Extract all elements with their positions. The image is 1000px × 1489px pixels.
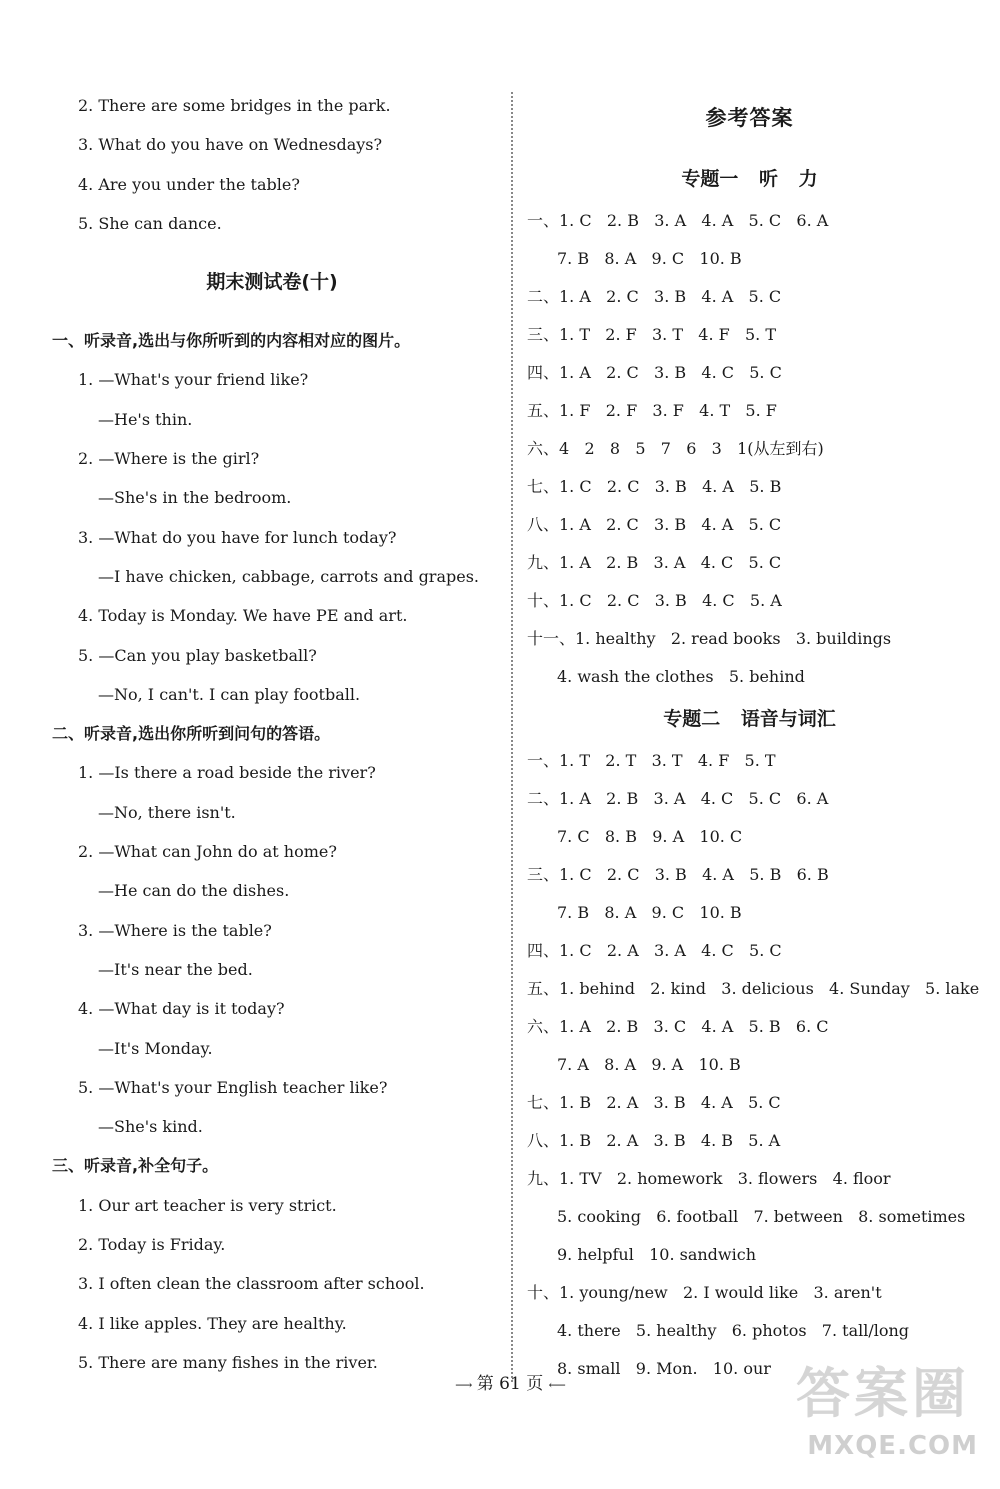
section-2-items [52, 753, 492, 1146]
answer-line: 8. small 9. Mon. 10. our [557, 1359, 771, 1378]
answer-line: 十、1. young/new 2. I would like 3. aren't [527, 1283, 882, 1302]
watermark-site: MXQE.COM [807, 1431, 978, 1461]
transcript-line: —It's near the bed. [98, 959, 253, 979]
answer-line: 二、1. A 2. C 3. B 4. A 5. C [527, 287, 782, 306]
section-2-title: 二、听录音,选出你所听到问句的答语。 [52, 724, 331, 744]
answer-line: 九、1. A 2. B 3. A 4. C 5. C [527, 553, 782, 572]
transcript-line: 5. —Can you play basketball? [78, 645, 317, 665]
answer-line: 4. there 5. healthy 6. photos 7. tall/long [557, 1321, 910, 1340]
answer-line: 九、1. TV 2. homework 3. flowers 4. floor [527, 1169, 891, 1188]
watermark [748, 1351, 978, 1461]
topic-2-title: 专题二 语音与词汇 [663, 708, 836, 730]
transcript-line: 1. Our art teacher is very strict. [78, 1195, 337, 1215]
right-column [527, 96, 980, 1388]
transcript-line: —No, I can't. I can play football. [98, 684, 361, 704]
answer-line: 三、1. T 2. F 3. T 4. F 5. T [527, 325, 777, 344]
watermark-logo: 答案圈 [796, 1362, 970, 1425]
left-arrow-icon: ⟶ [455, 1378, 472, 1392]
answer-line: 7. A 8. A 9. A 10. B [557, 1055, 741, 1074]
transcript-line: —He's thin. [98, 409, 193, 429]
answer-line: 5. cooking 6. football 7. between 8. sometimes [557, 1207, 966, 1226]
answer-line: 八、1. A 2. C 3. B 4. A 5. C [527, 515, 782, 534]
test-title: 期末测试卷(十) [206, 271, 338, 294]
right-arrow-icon: ⟵ [548, 1378, 565, 1392]
page-number-label: 第 61 页 [476, 1374, 544, 1394]
section-1-items [52, 360, 492, 714]
transcript-line: 4. Today is Monday. We have PE and art. [78, 606, 408, 626]
answer-line: 7. B 8. A 9. C 10. B [557, 903, 742, 922]
answer-line: 四、1. C 2. A 3. A 4. C 5. C [527, 941, 782, 960]
answer-line: 六、4 2 8 5 7 6 3 1(从左到右) [527, 439, 824, 458]
answer-line: 三、1. C 2. C 3. B 4. A 5. B 6. B [527, 865, 829, 884]
topic-1-title: 专题一 听 力 [681, 168, 818, 190]
transcript-line: 2. —What can John do at home? [78, 842, 337, 862]
answer-line: 八、1. B 2. A 3. B 4. B 5. A [527, 1131, 781, 1150]
transcript-line: 4. I like apples. They are healthy. [78, 1313, 347, 1333]
transcript-line: 5. There are many fishes in the river. [78, 1352, 378, 1372]
section-1-title: 一、听录音,选出与你所听到的内容相对应的图片。 [52, 331, 411, 351]
answer-line: 七、1. C 2. C 3. B 4. A 5. B [527, 477, 782, 496]
answer-line: 四、1. A 2. C 3. B 4. C 5. C [527, 363, 782, 382]
answer-line: 七、1. B 2. A 3. B 4. A 5. C [527, 1093, 781, 1112]
transcript-line: 3. I often clean the classroom after school. [78, 1274, 425, 1294]
topic-1-answers [527, 202, 972, 696]
transcript-line: —I have chicken, cabbage, carrots and grapes. [98, 566, 479, 586]
transcript-line: 3. —Where is the table? [78, 920, 272, 940]
answer-line: 五、1. behind 2. kind 3. delicious 4. Sunday 5. lake [527, 979, 980, 998]
answer-line: 二、1. A 2. B 3. A 4. C 5. C 6. A [527, 789, 829, 808]
left-column [52, 86, 492, 1382]
answer-key-title: 参考答案 [705, 106, 794, 130]
transcript-line: 1. —Is there a road beside the river? [78, 763, 376, 783]
transcript-line: 5. —What's your English teacher like? [78, 1077, 388, 1097]
page-number [430, 1369, 590, 1394]
answer-line: 9. helpful 10. sandwich [557, 1245, 756, 1264]
transcript-line: —She's in the bedroom. [98, 488, 292, 508]
topic-2-answers [527, 742, 980, 1388]
answer-line: 4. wash the clothes 5. behind [557, 667, 805, 686]
previous-item-line: 3. What do you have on Wednesdays? [78, 135, 383, 155]
transcript-line: —No, there isn't. [98, 802, 236, 822]
transcript-line: 4. —What day is it today? [78, 999, 285, 1019]
column-divider [511, 92, 513, 1382]
answer-line: 六、1. A 2. B 3. C 4. A 5. B 6. C [527, 1017, 829, 1036]
answer-line: 十、1. C 2. C 3. B 4. C 5. A [527, 591, 782, 610]
transcript-line: 2. Today is Friday. [78, 1235, 226, 1255]
previous-item-line: 4. Are you under the table? [78, 174, 300, 194]
answer-line: 五、1. F 2. F 3. F 4. T 5. F [527, 401, 777, 420]
answer-line: 7. C 8. B 9. A 10. C [557, 827, 743, 846]
previous-item-line: 2. There are some bridges in the park. [78, 96, 391, 115]
section-3-title: 三、听录音,补全句子。 [52, 1156, 219, 1176]
previous-test-items [52, 86, 492, 243]
transcript-line: 3. —What do you have for lunch today? [78, 527, 397, 547]
answer-line: 一、1. T 2. T 3. T 4. F 5. T [527, 751, 776, 770]
transcript-line: 1. —What's your friend like? [78, 370, 309, 390]
transcript-line: —It's Monday. [98, 1038, 213, 1058]
answer-line: 十一、1. healthy 2. read books 3. buildings [527, 629, 892, 648]
section-3-items [52, 1186, 492, 1382]
transcript-line: —He can do the dishes. [98, 881, 290, 901]
answer-line: 一、1. C 2. B 3. A 4. A 5. C 6. A [527, 211, 829, 230]
transcript-line: —She's kind. [98, 1117, 203, 1137]
previous-item-line: 5. She can dance. [78, 213, 222, 233]
answer-line: 7. B 8. A 9. C 10. B [557, 249, 742, 268]
transcript-line: 2. —Where is the girl? [78, 449, 260, 469]
